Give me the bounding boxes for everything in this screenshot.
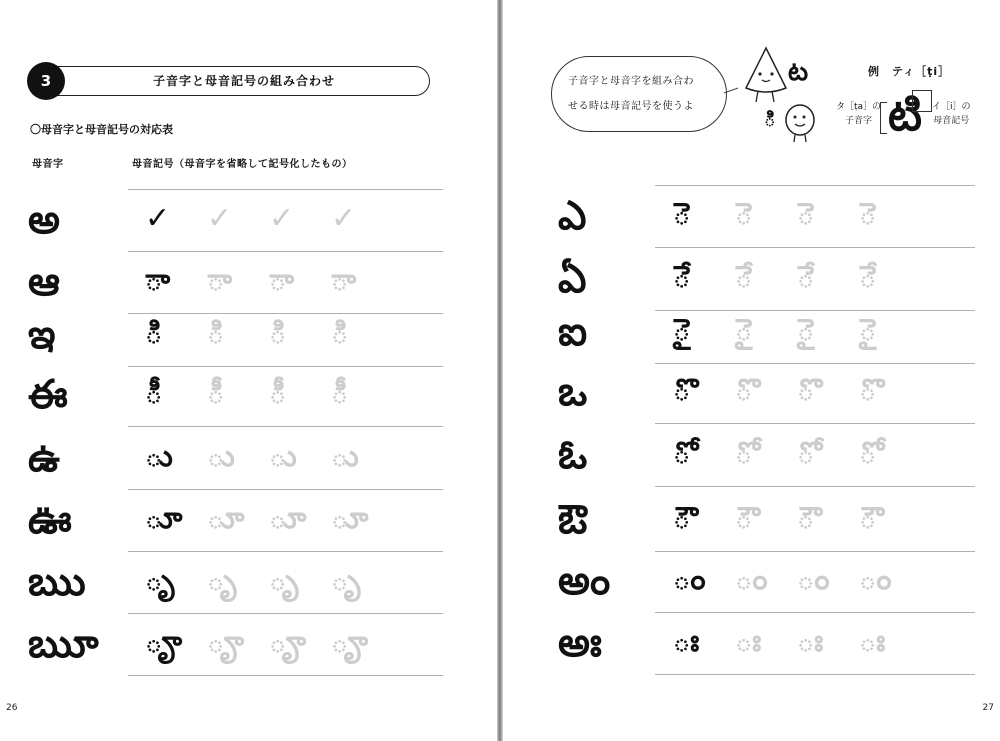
row-divider — [655, 486, 975, 487]
vowel-sign-tracing-guide: ః — [735, 624, 762, 659]
row-divider — [655, 185, 975, 186]
row-divider — [128, 366, 443, 367]
column-header-vowel: 母音字 — [32, 159, 64, 170]
left-page — [0, 0, 499, 741]
vowel-letter: ఆ — [28, 259, 60, 305]
page-number-right: 27 — [982, 703, 994, 713]
vowel-sign-model: ౌ — [673, 501, 691, 536]
vowel-sign-model: ా — [145, 263, 171, 298]
vowel-sign-tracing-guide: ృ — [331, 563, 361, 598]
vowel-sign-model: ో — [673, 436, 691, 471]
triangle-mascot-illustration — [742, 44, 810, 108]
vowel-sign-tracing-guide: ు — [207, 439, 235, 474]
row-divider — [655, 310, 975, 311]
vowel-sign-tracing-guide: ై — [735, 313, 753, 348]
row-divider — [655, 674, 975, 675]
vowel-sign-model: ూ — [145, 501, 183, 536]
vowel-sign-tracing-guide: ె — [797, 197, 815, 232]
section-title: 子音字と母音記号の組み合わせ — [152, 74, 335, 88]
example-syllable-glyph: టి — [888, 90, 922, 141]
vowel-sign-label-line-2: 母音記号 — [933, 116, 970, 126]
section-number-badge: 3 — [27, 62, 65, 100]
vowel-letter: ఒ — [558, 369, 588, 415]
vowel-sign-tracing-guide: ం — [735, 562, 768, 597]
vowel-sign-model: ✓ — [145, 201, 171, 236]
vowel-sign-tracing-guide: ౄ — [331, 625, 369, 660]
vowel-sign-tracing-guide: ొ — [859, 373, 877, 408]
vowel-sign-model: ం — [673, 562, 706, 597]
vowel-sign-tracing-guide: ై — [859, 313, 877, 348]
vowel-sign-tracing-guide: ా — [269, 263, 295, 298]
vowel-sign-tracing-guide: ే — [735, 260, 753, 295]
vowel-sign-tracing-guide: ి — [269, 316, 287, 351]
vowel-letter: ఎ — [558, 193, 587, 239]
vowel-sign-tracing-guide: ే — [859, 260, 877, 295]
vowel-letter: ఇ — [28, 312, 56, 358]
vowel-sign-bracket — [912, 90, 932, 112]
vowel-letter: ఔ — [558, 497, 588, 543]
vowel-sign-tracing-guide: ః — [859, 624, 886, 659]
vowel-sign-tracing-guide: ృ — [207, 563, 237, 598]
example-title: 例 ティ［ṭi］ — [868, 65, 951, 78]
vowel-letter: ౠ — [28, 621, 99, 667]
row-divider — [655, 612, 975, 613]
vowel-letter: ఏ — [558, 256, 587, 302]
column-header-vowel-sign: 母音記号（母音字を省略して記号化したもの） — [132, 159, 353, 170]
vowel-sign-model: ి — [145, 316, 163, 351]
vowel-sign-tracing-guide: ీ — [269, 376, 287, 411]
vowel-sign-tracing-guide: ీ — [331, 376, 349, 411]
vowel-sign-tracing-guide: ✓ — [269, 201, 295, 236]
row-divider — [128, 613, 443, 614]
consonant-bracket — [880, 102, 887, 134]
table-subheading: 〇母音字と母音記号の対応表 — [30, 123, 173, 136]
vowel-sign-tracing-guide: ౌ — [735, 501, 753, 536]
vowel-sign-tracing-guide: ె — [735, 197, 753, 232]
vowel-sign-model: ె — [673, 197, 691, 232]
vowel-letter: ఉ — [28, 435, 60, 481]
vowel-sign-label — [932, 100, 971, 128]
row-divider — [128, 313, 443, 314]
vowel-sign-tracing-guide: ో — [797, 436, 815, 471]
vowel-sign-tracing-guide: ో — [735, 436, 753, 471]
vowel-sign-model: ు — [145, 439, 173, 474]
vowel-letter: అ — [28, 197, 60, 243]
vowel-sign-tracing-guide: ౌ — [859, 501, 877, 536]
vowel-sign-tracing-guide: ✓ — [207, 201, 233, 236]
vowel-sign-model: ొ — [673, 373, 691, 408]
row-divider — [128, 189, 443, 190]
row-divider — [655, 247, 975, 248]
vowel-letter: ఓ — [558, 432, 588, 478]
vowel-sign-model: ౄ — [145, 625, 183, 660]
vowel-sign-model: ీ — [145, 376, 163, 411]
vowel-sign-tracing-guide: ే — [797, 260, 815, 295]
mascot-consonant-glyph: ట — [788, 57, 809, 87]
vowel-sign-model: ై — [673, 313, 691, 348]
vowel-sign-tracing-guide: ం — [859, 562, 892, 597]
speech-bubble — [551, 56, 727, 132]
vowel-sign-tracing-guide: ి — [331, 316, 349, 351]
vowel-sign-tracing-guide: ి — [207, 316, 225, 351]
vowel-sign-tracing-guide: ం — [797, 562, 830, 597]
vowel-sign-tracing-guide: ూ — [207, 501, 245, 536]
mascot-vowel-sign-glyph: ి — [764, 107, 776, 131]
vowel-sign-tracing-guide: ౄ — [207, 625, 245, 660]
row-divider — [128, 551, 443, 552]
vowel-sign-tracing-guide: ై — [797, 313, 815, 348]
row-divider — [128, 251, 443, 252]
vowel-sign-tracing-guide: ో — [859, 436, 877, 471]
consonant-label-line-2: 子音字 — [845, 116, 873, 126]
vowel-sign-tracing-guide: ౄ — [269, 625, 307, 660]
vowel-letter: అః — [558, 620, 602, 666]
vowel-sign-tracing-guide: ా — [207, 263, 233, 298]
vowel-sign-tracing-guide: ొ — [735, 373, 753, 408]
vowel-sign-tracing-guide: ా — [331, 263, 357, 298]
vowel-sign-model: ః — [673, 624, 700, 659]
row-divider — [128, 426, 443, 427]
vowel-letter: అం — [558, 558, 611, 604]
vowel-sign-tracing-guide: ు — [269, 439, 297, 474]
consonant-label-line-1: タ［ṭa］の — [836, 102, 882, 112]
vowel-letter: ఋ — [28, 559, 86, 605]
vowel-sign-tracing-guide: ః — [797, 624, 824, 659]
vowel-sign-label-line-1: イ［i］の — [932, 102, 971, 112]
vowel-sign-tracing-guide: ు — [331, 439, 359, 474]
vowel-sign-tracing-guide: ృ — [269, 563, 299, 598]
vowel-sign-tracing-guide: ✓ — [331, 201, 357, 236]
row-divider — [655, 363, 975, 364]
consonant-label — [836, 100, 881, 128]
row-divider — [128, 675, 443, 676]
vowel-letter: ఊ — [28, 497, 72, 543]
vowel-sign-tracing-guide: ొ — [797, 373, 815, 408]
vowel-sign-tracing-guide: ె — [859, 197, 877, 232]
round-mascot-illustration — [764, 100, 828, 144]
vowel-sign-tracing-guide: ౌ — [797, 501, 815, 536]
vowel-sign-tracing-guide: ూ — [269, 501, 307, 536]
vowel-sign-tracing-guide: ూ — [331, 501, 369, 536]
page-number-left: 26 — [6, 703, 18, 713]
vowel-sign-model: ృ — [145, 563, 175, 598]
section-header — [28, 66, 430, 96]
vowel-letter: ఈ — [28, 372, 68, 418]
row-divider — [655, 423, 975, 424]
vowel-sign-tracing-guide: ీ — [207, 376, 225, 411]
vowel-sign-model: ే — [673, 260, 691, 295]
speech-bubble-line-2: せる時は母音記号を使うよ — [568, 101, 694, 112]
vowel-letter: ఐ — [558, 309, 588, 355]
row-divider — [128, 489, 443, 490]
row-divider — [655, 551, 975, 552]
speech-bubble-line-1: 子音字と母音字を組み合わ — [568, 76, 694, 87]
